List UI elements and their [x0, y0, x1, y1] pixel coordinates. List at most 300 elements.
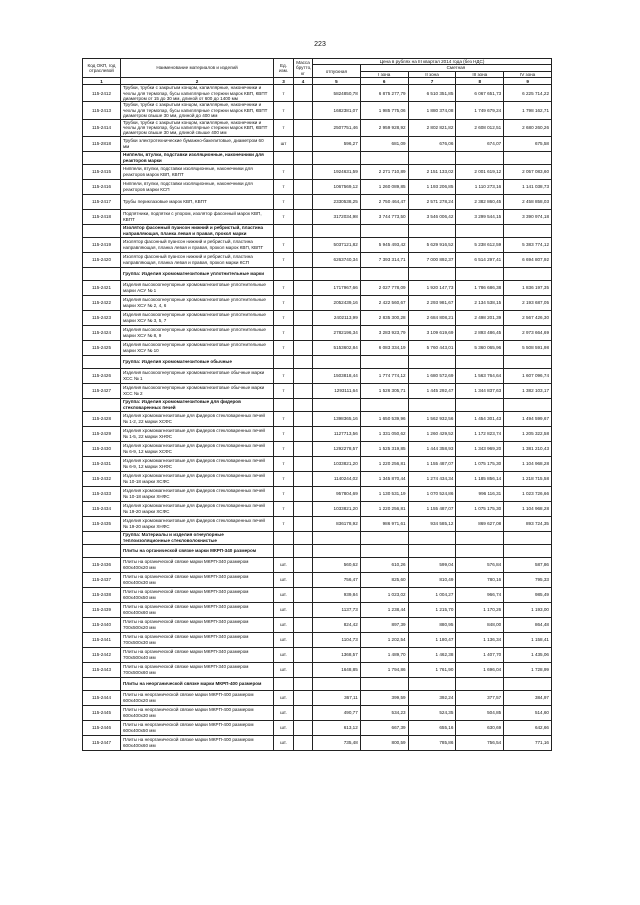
cell-code: 115-2419: [83, 237, 121, 252]
cell-unit: т: [274, 441, 294, 456]
table-row: [83, 632, 552, 647]
cell-name: Плиты на органической связке марки МКРП-340 размером 600х400х60 мм: [121, 602, 274, 617]
cell-code: 115-2428: [83, 411, 121, 426]
table-row: [83, 295, 552, 310]
cell-zone-3-price: 1 075 175,30: [456, 456, 504, 471]
cell-unit: шт.: [274, 632, 294, 647]
cell-unit: т: [274, 456, 294, 471]
table-row: [83, 735, 552, 750]
cell-name: Ниппели, втулки, подставки изоляционные, наконечники для реакторов марок КВП, КВПТ: [121, 164, 274, 179]
cell-zone-3-price: 2 893 486,45: [456, 325, 504, 340]
cell-zone-3-price: 2 001 619,12: [456, 164, 504, 179]
cell-name: Плиты на органической связке марки МКРП-340 размером 600х400х30 мм: [121, 572, 274, 587]
cell-code: [83, 355, 121, 368]
cell-code: 115-2439: [83, 602, 121, 617]
cell-name: Плиты на неорганической связке марки МКРП-400 размером 600х400х60 мм: [121, 735, 274, 750]
cell-mass: [294, 486, 313, 501]
cell-zone-3-price: [456, 398, 504, 411]
cell-unit: т: [274, 164, 294, 179]
cell-zone-4-price: 384,97: [504, 690, 552, 705]
cell-zone-3-price: 504,85: [456, 705, 504, 720]
cell-mass: [294, 164, 313, 179]
cell-zone-3-price: 3 299 544,15: [456, 209, 504, 224]
cell-release-price: 613,12: [313, 720, 361, 735]
cell-unit: шт.: [274, 587, 294, 602]
cell-code: 115-2445: [83, 705, 121, 720]
cell-mass: [294, 572, 313, 587]
cell-zone-1-price: [360, 151, 408, 164]
cell-zone-3-price: [456, 531, 504, 544]
cell-zone-2-price: 1 260 429,52: [408, 426, 456, 441]
cell-release-price: [313, 267, 361, 280]
column-index: 8: [456, 78, 504, 85]
cell-name: Изделия хромомагнезитовые для фидеров стекловаренных печей № 10-18 марки ХНФС: [121, 486, 274, 501]
cell-zone-4-price: 6 225 714,22: [504, 85, 552, 102]
cell-name: Подпятники, подпятки с упором, изолятор фасонный марок КВП, КВПТ: [121, 209, 274, 224]
cell-zone-4-price: 1 104 968,28: [504, 501, 552, 516]
cell-name: Трубы периклазовые марок КВП, КВПТ: [121, 194, 274, 209]
cell-zone-4-price: 771,16: [504, 735, 552, 750]
cell-mass: [294, 295, 313, 310]
cell-release-price: 1033821,20: [313, 456, 361, 471]
table-row: [83, 179, 552, 194]
cell-release-price: 2782196,34: [313, 325, 361, 340]
cell-unit: [274, 677, 294, 690]
cell-zone-1-price: 534,23: [360, 705, 408, 720]
cell-zone-4-price: 1 798 162,71: [504, 102, 552, 119]
cell-zone-1-price: 3 283 923,79: [360, 325, 408, 340]
cell-zone-4-price: 1 836 197,35: [504, 280, 552, 295]
cell-unit: [274, 151, 294, 164]
header-estimate: Сметная: [360, 65, 551, 71]
cell-zone-2-price: [408, 531, 456, 544]
cell-mass: [294, 102, 313, 119]
cell-zone-4-price: [504, 531, 552, 544]
cell-release-price: 1924631,59: [313, 164, 361, 179]
cell-name: Группа: Изделия хромомагнезитовые для фидеров стекловаренных печей: [121, 398, 274, 411]
cell-code: 115-2429: [83, 426, 121, 441]
cell-name: Ниппели, втулки, подставки изоляционные, наконечники для реакторов марки КСП: [121, 179, 274, 194]
cell-mass: [294, 119, 313, 136]
column-index: 1: [83, 78, 121, 85]
cell-zone-4-price: 6 694 807,92: [504, 252, 552, 267]
cell-release-price: 596,27: [313, 136, 361, 151]
cell-zone-2-price: 7 000 892,37: [408, 252, 456, 267]
table-row: [83, 310, 552, 325]
table-row: [83, 572, 552, 587]
cell-mass: [294, 252, 313, 267]
cell-zone-4-price: 985,49: [504, 587, 552, 602]
cell-zone-4-price: [504, 544, 552, 557]
cell-name: Изделия высокоогнеупорные хромомагнезитовые уплотнительные марки ХСУ № 8, 9: [121, 325, 274, 340]
cell-release-price: 1368,57: [313, 647, 361, 662]
cell-code: 115-2436: [83, 557, 121, 572]
cell-zone-4-price: 2 458 858,03: [504, 194, 552, 209]
cell-code: 115-2413: [83, 102, 121, 119]
cell-name: Изделия хромомагнезитовые для фидеров стекловаренных печей № 19-20 марки ХСФС: [121, 501, 274, 516]
cell-mass: [294, 441, 313, 456]
cell-name: Плиты на органической связке марки МКРП-340 размером 700х500х20 мм: [121, 617, 274, 632]
cell-release-price: 836178,92: [313, 516, 361, 531]
cell-zone-4-price: 1 023 726,66: [504, 486, 552, 501]
table-row: [83, 617, 552, 632]
cell-zone-3-price: 2 382 860,45: [456, 194, 504, 209]
cell-zone-4-price: 795,33: [504, 572, 552, 587]
cell-zone-1-price: 1 130 531,19: [360, 486, 408, 501]
cell-zone-2-price: 1 155 487,07: [408, 456, 456, 471]
cell-zone-1-price: 667,39: [360, 720, 408, 735]
cell-zone-2-price: 1 004,27: [408, 587, 456, 602]
cell-zone-1-price: 1 345 870,44: [360, 471, 408, 486]
cell-code: [83, 224, 121, 237]
cell-name: Изделия хромомагнезитовые для фидеров стекловаренных печей № 6-9, 12 марки ХСФС: [121, 441, 274, 456]
cell-code: 115-2440: [83, 617, 121, 632]
cell-zone-3-price: [456, 544, 504, 557]
cell-mass: [294, 368, 313, 383]
cell-mass: [294, 310, 313, 325]
cell-code: 115-2441: [83, 632, 121, 647]
cell-code: 115-2412: [83, 85, 121, 102]
cell-mass: [294, 194, 313, 209]
cell-unit: шт.: [274, 617, 294, 632]
cell-zone-3-price: 2 134 538,15: [456, 295, 504, 310]
cell-unit: шт.: [274, 690, 294, 705]
header-zone-2: II зона: [408, 71, 456, 77]
cell-release-price: 1293111,64: [313, 383, 361, 398]
header-zone-4: IV зона: [504, 71, 552, 77]
cell-release-price: 5824850,78: [313, 85, 361, 102]
cell-release-price: [313, 544, 361, 557]
cell-code: 115-2443: [83, 662, 121, 677]
table-row: [83, 136, 552, 151]
cell-zone-2-price: 599,04: [408, 557, 456, 572]
cell-zone-4-price: 864,48: [504, 617, 552, 632]
cell-release-price: 3172034,98: [313, 209, 361, 224]
cell-zone-2-price: 2 293 981,67: [408, 295, 456, 310]
cell-zone-2-price: 655,16: [408, 720, 456, 735]
cell-zone-1-price: 3 744 773,50: [360, 209, 408, 224]
cell-release-price: 1127713,56: [313, 426, 361, 441]
cell-zone-1-price: 1 774 774,12: [360, 368, 408, 383]
cell-zone-4-price: 1 435,06: [504, 647, 552, 662]
cell-name: Плиты на органической связке марки МКРП-340 размером: [121, 544, 274, 557]
cell-release-price: 1682381,07: [313, 102, 361, 119]
cell-name: Изделия высокоогнеупорные хромомагнезитовые обычные марки ХСС № 1: [121, 368, 274, 383]
table-row: [83, 164, 552, 179]
cell-unit: шт.: [274, 572, 294, 587]
cell-name: Изделия хромомагнезитовые для фидеров стекловаренных печей № 10-18 марки ХСФС: [121, 471, 274, 486]
cell-code: [83, 398, 121, 411]
cell-release-price: 1137,73: [313, 602, 361, 617]
cell-zone-1-price: [360, 677, 408, 690]
cell-zone-2-price: [408, 398, 456, 411]
cell-name: Плиты на органической связке марки МКРП-340 размером 700х500х60 мм: [121, 662, 274, 677]
cell-zone-3-price: 674,07: [456, 136, 504, 151]
cell-zone-3-price: 1 110 273,16: [456, 179, 504, 194]
cell-release-price: [313, 398, 361, 411]
cell-zone-4-price: [504, 224, 552, 237]
cell-code: 115-2435: [83, 516, 121, 531]
cell-zone-2-price: 5 760 443,01: [408, 340, 456, 355]
table-row: [83, 102, 552, 119]
cell-unit: [274, 224, 294, 237]
table-row: [83, 426, 552, 441]
cell-zone-4-price: 2 973 664,69: [504, 325, 552, 340]
cell-name: Группа: Изделия хромомагнезитовые уплотнительные марки: [121, 267, 274, 280]
group-row: [83, 531, 552, 544]
cell-zone-2-price: 392,24: [408, 690, 456, 705]
cell-zone-2-price: 1 180,47: [408, 632, 456, 647]
cell-unit: т: [274, 85, 294, 102]
cell-code: 115-2414: [83, 119, 121, 136]
cell-unit: т: [274, 368, 294, 383]
cell-mass: [294, 531, 313, 544]
cell-zone-1-price: 1 023,02: [360, 587, 408, 602]
cell-name: Плиты на органической связке марки МКРП-340 размером 700х500х30 мм: [121, 632, 274, 647]
table-row: [83, 194, 552, 209]
cell-unit: т: [274, 280, 294, 295]
cell-release-price: 1398365,16: [313, 411, 361, 426]
cell-zone-2-price: 1 761,90: [408, 662, 456, 677]
cell-zone-1-price: 610,26: [360, 557, 408, 572]
cell-zone-1-price: 1 260 089,85: [360, 179, 408, 194]
table-row: [83, 486, 552, 501]
cell-name: Группа: Изделия хромомагнезитовые обычные: [121, 355, 274, 368]
cell-unit: шт.: [274, 557, 294, 572]
cell-mass: [294, 411, 313, 426]
cell-zone-2-price: 1 445 292,47: [408, 383, 456, 398]
cell-release-price: 490,77: [313, 705, 361, 720]
cell-zone-4-price: [504, 355, 552, 368]
cell-zone-3-price: [456, 355, 504, 368]
cell-mass: [294, 136, 313, 151]
cell-zone-3-price: 5 238 612,59: [456, 237, 504, 252]
cell-name: Группа: Материалы и изделия огнеупорные теплоизоляционные стекловолокнистые: [121, 531, 274, 544]
cell-release-price: 1104,73: [313, 632, 361, 647]
cell-code: [83, 677, 121, 690]
cell-unit: т: [274, 252, 294, 267]
cell-release-price: 560,62: [313, 557, 361, 572]
cell-zone-4-price: 1 382 103,17: [504, 383, 552, 398]
cell-code: 115-2438: [83, 587, 121, 602]
cell-zone-4-price: [504, 398, 552, 411]
cell-release-price: 939,84: [313, 587, 361, 602]
cell-release-price: 1717967,66: [313, 280, 361, 295]
cell-mass: [294, 544, 313, 557]
cell-unit: т: [274, 411, 294, 426]
cell-name: Изделия высокоогнеупорные хромомагнезитовые обычные марки ХСС № 2: [121, 383, 274, 398]
cell-mass: [294, 325, 313, 340]
group-row: [83, 151, 552, 164]
cell-code: 115-2423: [83, 310, 121, 325]
cell-zone-3-price: 1 170,26: [456, 602, 504, 617]
cell-zone-3-price: 377,57: [456, 690, 504, 705]
cell-zone-2-price: 810,49: [408, 572, 456, 587]
cell-mass: [294, 383, 313, 398]
table-row: [83, 471, 552, 486]
cell-zone-2-price: 1 680 572,69: [408, 368, 456, 383]
cell-zone-3-price: 1 344 837,63: [456, 383, 504, 398]
cell-mass: [294, 340, 313, 355]
cell-zone-4-price: [504, 267, 552, 280]
cell-name: Изделия хромомагнезитовые для фидеров стекловаренных печей № 19-20 марки ХНФС: [121, 516, 274, 531]
cell-zone-2-price: 6 510 351,85: [408, 85, 456, 102]
cell-zone-4-price: 2 567 426,30: [504, 310, 552, 325]
group-row: [83, 398, 552, 411]
cell-mass: [294, 398, 313, 411]
header-code: Код ОКП, год отраслевой: [83, 59, 121, 78]
cell-zone-2-price: 676,06: [408, 136, 456, 151]
cell-code: 115-2434: [83, 501, 121, 516]
cell-unit: [274, 267, 294, 280]
header-zone-3: III зона: [456, 71, 504, 77]
cell-mass: [294, 617, 313, 632]
cell-mass: [294, 471, 313, 486]
cell-mass: [294, 677, 313, 690]
cell-zone-4-price: 3 390 974,18: [504, 209, 552, 224]
cell-unit: т: [274, 237, 294, 252]
cell-name: Трубки, трубки с закрытым концом, капиллярные, наконечники и чехлы для термопар, бусы капиллярные стержни марок КВП, КВПТ диаметром свыше 30 мм, длиной свыше 400 мм: [121, 119, 274, 136]
cell-unit: т: [274, 179, 294, 194]
cell-zone-1-price: 1 331 050,62: [360, 426, 408, 441]
cell-code: 115-2432: [83, 471, 121, 486]
cell-mass: [294, 426, 313, 441]
cell-zone-4-price: 1 141 038,73: [504, 179, 552, 194]
cell-mass: [294, 720, 313, 735]
cell-name: Изделия хромомагнезитовые для фидеров стекловаренных печей № 1-5, 22 марки ХНФС: [121, 426, 274, 441]
cell-unit: т: [274, 471, 294, 486]
cell-zone-2-price: 1 462,38: [408, 647, 456, 662]
cell-zone-3-price: 1 786 686,38: [456, 280, 504, 295]
cell-zone-3-price: 2 608 012,51: [456, 119, 504, 136]
cell-zone-2-price: 3 109 619,69: [408, 325, 456, 340]
cell-name: Изделия высокоогнеупорные хромомагнезитовые уплотнительные марки АСУ № 1: [121, 280, 274, 295]
price-table: [82, 58, 552, 751]
cell-zone-1-price: [360, 531, 408, 544]
cell-name: Изделия хромомагнезитовые для фидеров стекловаренных печей № 6-9, 12 марки ХНФС: [121, 456, 274, 471]
cell-zone-2-price: 524,35: [408, 705, 456, 720]
column-index: 4: [294, 78, 313, 85]
cell-zone-1-price: 1 220 256,81: [360, 456, 408, 471]
table-row: [83, 280, 552, 295]
cell-release-price: 5037121,82: [313, 237, 361, 252]
cell-unit: т: [274, 295, 294, 310]
cell-code: 115-2422: [83, 295, 121, 310]
cell-code: 115-2415: [83, 164, 121, 179]
cell-zone-3-price: 1 454 301,43: [456, 411, 504, 426]
cell-name: Трубки электротехнические бумажно-бакелитовые, диаметром 60 мм: [121, 136, 274, 151]
cell-release-price: 1067569,12: [313, 179, 361, 194]
cell-zone-2-price: 1 215,70: [408, 602, 456, 617]
cell-zone-1-price: 986 971,61: [360, 516, 408, 531]
cell-zone-1-price: 1 220 256,81: [360, 501, 408, 516]
cell-name: Плиты на неорганической связке марки МКРП-400 размером: [121, 677, 274, 690]
cell-zone-2-price: 1 070 524,86: [408, 486, 456, 501]
table-row: [83, 237, 552, 252]
cell-zone-3-price: 5 360 065,96: [456, 340, 504, 355]
cell-zone-1-price: 1 489,70: [360, 647, 408, 662]
cell-name: Изолятор фасонный пуансон нижний и ребристый, пластина направляющая, планка левая и правая, прокол марки: [121, 224, 274, 237]
cell-code: 115-2418: [83, 209, 121, 224]
table-row: [83, 705, 552, 720]
cell-zone-4-price: 1 205 322,58: [504, 426, 552, 441]
table-row: [83, 119, 552, 136]
cell-name: Плиты на неорганической связке марки МКРП-400 размером 600х400х50 мм: [121, 720, 274, 735]
cell-mass: [294, 280, 313, 295]
cell-zone-1-price: 2 271 710,89: [360, 164, 408, 179]
cell-code: 115-2416: [83, 179, 121, 194]
cell-zone-2-price: 1 155 487,07: [408, 501, 456, 516]
cell-zone-3-price: [456, 224, 504, 237]
cell-release-price: 756,47: [313, 572, 361, 587]
table-row: [83, 209, 552, 224]
cell-zone-2-price: 1 880 374,08: [408, 102, 456, 119]
cell-zone-4-price: [504, 677, 552, 690]
cell-zone-3-price: 1 343 969,20: [456, 441, 504, 456]
cell-release-price: 1648,85: [313, 662, 361, 677]
cell-code: 115-2421: [83, 280, 121, 295]
cell-name: Изделия высокоогнеупорные хромомагнезитовые уплотнительные марки ХСУ № 2, 4, 6: [121, 295, 274, 310]
cell-zone-4-price: 2 193 687,05: [504, 295, 552, 310]
cell-unit: т: [274, 119, 294, 136]
cell-zone-2-price: 3 546 006,42: [408, 209, 456, 224]
group-row: [83, 267, 552, 280]
cell-zone-1-price: 825,60: [360, 572, 408, 587]
cell-code: [83, 531, 121, 544]
cell-zone-3-price: 1 185 856,14: [456, 471, 504, 486]
cell-zone-3-price: 1 136,34: [456, 632, 504, 647]
cell-zone-1-price: 6 083 334,19: [360, 340, 408, 355]
table-row: [83, 662, 552, 677]
cell-zone-3-price: [456, 677, 504, 690]
group-row: [83, 355, 552, 368]
cell-mass: [294, 501, 313, 516]
table-row: [83, 501, 552, 516]
cell-name: Трубки, трубки с закрытым концом, капиллярные, наконечники и чехлы для термопар, бусы капиллярные стержни марок КВП, КВПТ диаметром от 15 до 30 мм, длиной от 600 до 1400 мм: [121, 85, 274, 102]
cell-zone-1-price: 1 526 305,71: [360, 383, 408, 398]
cell-release-price: [313, 531, 361, 544]
cell-zone-2-price: 880,95: [408, 617, 456, 632]
cell-zone-1-price: 7 393 314,71: [360, 252, 408, 267]
cell-mass: [294, 209, 313, 224]
cell-zone-1-price: [360, 544, 408, 557]
cell-zone-4-price: 587,86: [504, 557, 552, 572]
column-index: 7: [408, 78, 456, 85]
cell-zone-4-price: 893 724,35: [504, 516, 552, 531]
cell-mass: [294, 602, 313, 617]
cell-code: 115-2417: [83, 194, 121, 209]
cell-code: 115-2431: [83, 456, 121, 471]
cell-code: 115-2430: [83, 441, 121, 456]
cell-zone-4-price: 1 104 968,28: [504, 456, 552, 471]
cell-zone-3-price: 869 627,08: [456, 516, 504, 531]
cell-code: 115-2424: [83, 325, 121, 340]
cell-zone-2-price: 1 193 206,85: [408, 179, 456, 194]
cell-mass: [294, 662, 313, 677]
cell-zone-1-price: 1 202,54: [360, 632, 408, 647]
cell-zone-2-price: [408, 224, 456, 237]
cell-code: 115-2446: [83, 720, 121, 735]
table-row: [83, 252, 552, 267]
cell-zone-2-price: 5 629 916,52: [408, 237, 456, 252]
cell-zone-3-price: 630,69: [456, 720, 504, 735]
cell-unit: т: [274, 325, 294, 340]
table-row: [83, 340, 552, 355]
table-row: [83, 720, 552, 735]
header-mass: Масса брутто, кг: [294, 59, 313, 78]
cell-zone-3-price: 2 498 201,39: [456, 310, 504, 325]
cell-name: Изолятор фасонный пуансон нижний и ребристый, пластина направляющая, планка левая и правая, прокол марки КСП: [121, 252, 274, 267]
